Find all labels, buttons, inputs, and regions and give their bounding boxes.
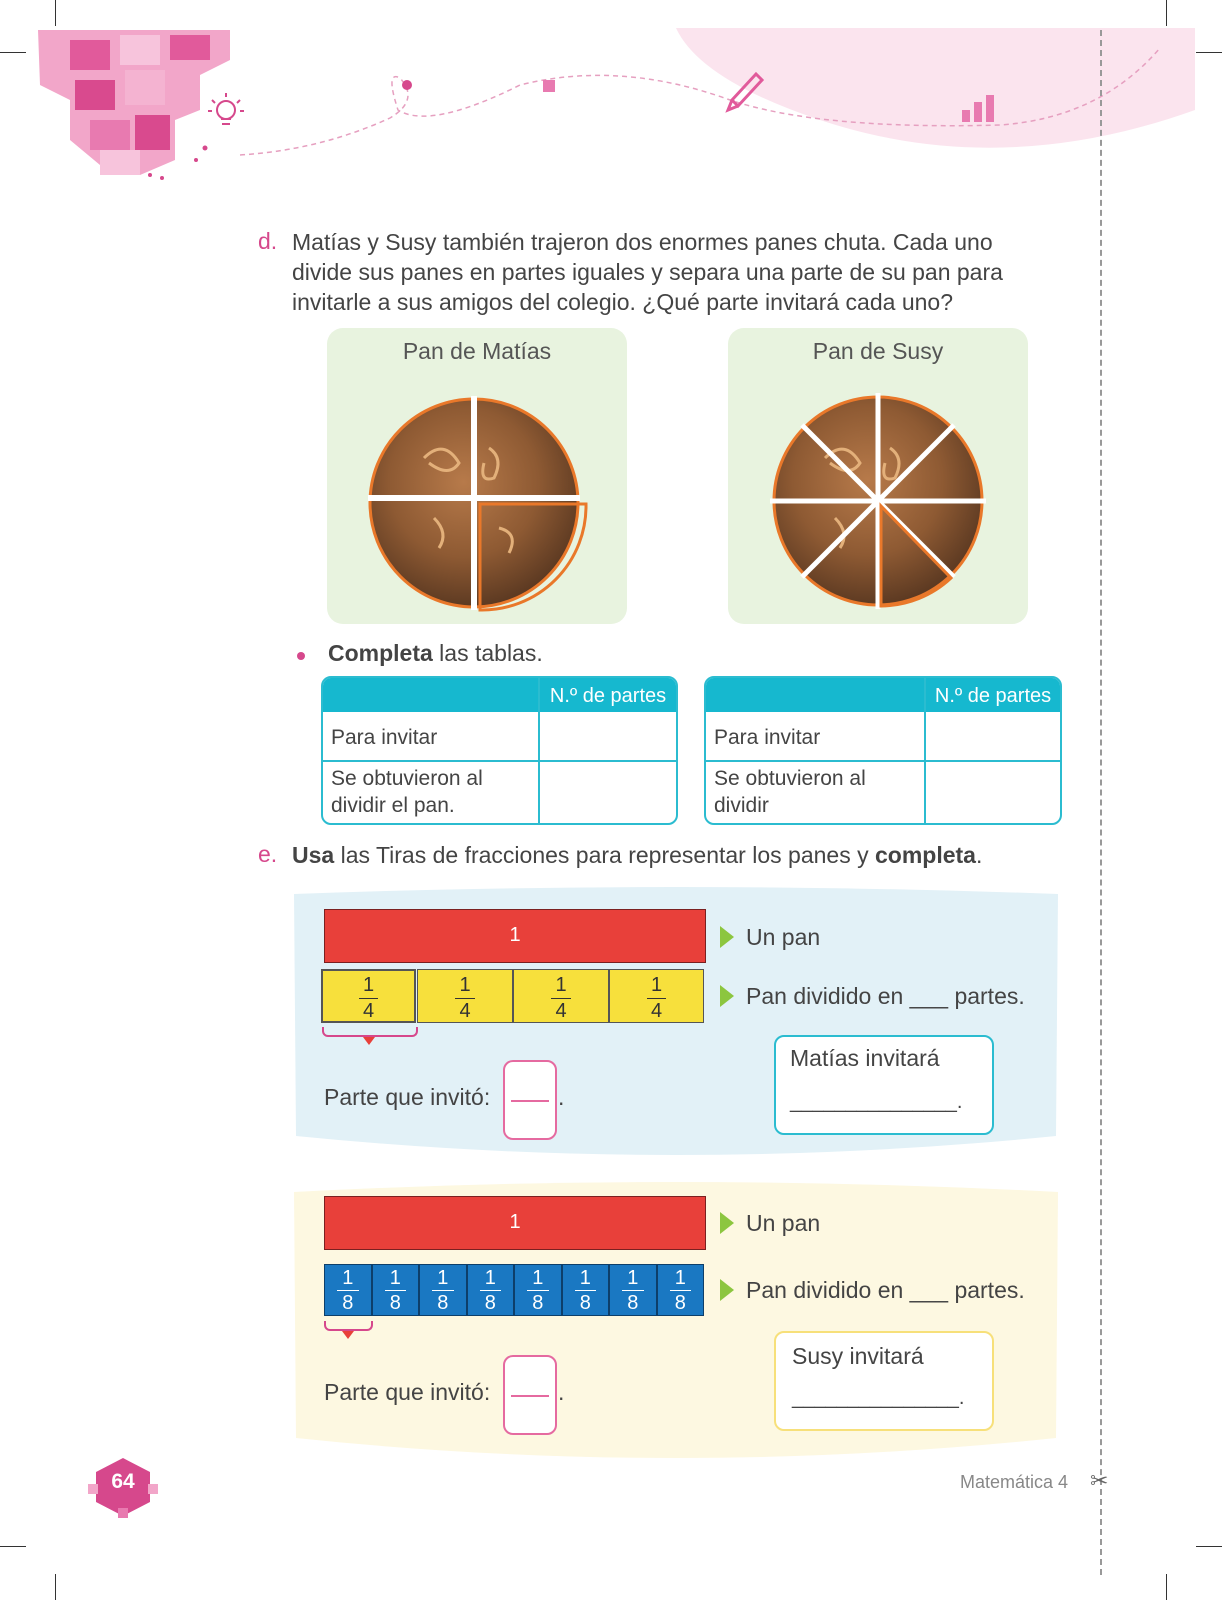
period: .: [558, 1084, 565, 1110]
fraction-denominator: 8: [674, 1292, 686, 1314]
crop-mark: [0, 1546, 26, 1547]
header-decoration: [0, 0, 1222, 200]
row-se-obtuvieron-2: dividir: [714, 794, 769, 817]
fraction-numerator: 1: [389, 1267, 401, 1289]
question-d-line2: divide sus panes en partes iguales y separa una parte de su pan para: [292, 259, 1003, 285]
fraction-bar: [455, 998, 475, 999]
fraction-numerator: 1: [342, 1267, 354, 1289]
fraction-bar: [359, 998, 378, 999]
fraction-answer-line: [511, 1395, 549, 1397]
answer-box-matias[interactable]: [774, 1035, 994, 1135]
fraction-numerator: 1: [532, 1267, 544, 1289]
fraction-numerator: 1: [362, 974, 375, 996]
table-susy: [704, 676, 1062, 825]
arrow-right-icon: [720, 1212, 734, 1234]
bullet: [297, 652, 305, 660]
table-header-label: N.º de partes: [934, 685, 1052, 707]
label-un-pan: Un pan: [746, 924, 821, 950]
instruction-bold: Completa: [328, 640, 433, 666]
row-se-obtuvieron-1: Se obtuvieron al: [331, 767, 483, 790]
bread-susy-title: Pan de Susy: [812, 338, 944, 364]
fraction-bar: [622, 1290, 644, 1291]
fraction-cell: [419, 1264, 467, 1316]
fraction-cell: [657, 1264, 705, 1316]
fraction-numerator: 1: [579, 1267, 591, 1289]
fraction-cell: [417, 969, 513, 1023]
fraction-bar: [480, 1290, 502, 1291]
question-d-letter: d.: [258, 228, 278, 254]
fraction-cell: [324, 1264, 372, 1316]
answer-blank: _______________.: [790, 1091, 963, 1113]
fraction-denominator: 4: [459, 1000, 471, 1022]
row-se-obtuvieron-2: dividir el pan.: [331, 794, 455, 817]
bread-matias-card: [327, 328, 627, 624]
question-e-bold2: completa: [874, 842, 976, 868]
parte-que-invito-label: Parte que invitó:: [324, 1084, 491, 1110]
fraction-denominator: 4: [555, 1000, 567, 1022]
row-para-invitar: Para invitar: [714, 726, 821, 749]
fraction-bar: [575, 1290, 597, 1291]
answer-title: Matías invitará: [790, 1045, 940, 1071]
whole-strip-susy: 1: [324, 1196, 706, 1250]
arrow-right-icon: [720, 926, 734, 948]
fraction-denominator: 4: [362, 1000, 375, 1022]
answer-cell-obtuvieron[interactable]: [926, 762, 1060, 823]
question-e-mid: las Tiras de fracciones para representar los panes y: [334, 842, 875, 868]
fraction-numerator: 1: [484, 1267, 496, 1289]
fraction-cell: [609, 1264, 657, 1316]
label-un-pan: Un pan: [746, 1210, 821, 1236]
fraction-cell: [609, 969, 704, 1023]
fraction-denominator: 8: [342, 1292, 354, 1314]
crop-mark: [1196, 1546, 1222, 1547]
fraction-denominator: 8: [579, 1292, 591, 1314]
row-para-invitar: Para invitar: [331, 726, 438, 749]
fraction-answer-input[interactable]: [503, 1060, 557, 1140]
fraction-numerator: 1: [650, 974, 663, 996]
small-cube-icon: [543, 80, 555, 92]
answer-cell-obtuvieron[interactable]: [540, 762, 676, 823]
row-se-obtuvieron-1: Se obtuvieron al: [714, 767, 866, 790]
period: .: [558, 1379, 565, 1405]
table-header-label: N.º de partes: [549, 685, 667, 707]
fraction-denominator: 8: [627, 1292, 639, 1314]
arrow-right-icon: [720, 985, 734, 1007]
fraction-answer-line: [511, 1100, 549, 1102]
instruction-rest: las tablas.: [432, 640, 543, 666]
fraction-denominator: 4: [650, 1000, 663, 1022]
fraction-bar: [527, 1290, 549, 1291]
instruction-text: [328, 640, 543, 667]
bread-susy-card: [728, 328, 1028, 624]
fraction-numerator: 1: [555, 974, 567, 996]
label-pan-dividido: Pan dividido en ___ partes.: [746, 983, 1025, 1009]
question-e-letter: e.: [258, 841, 278, 867]
pointer-triangle: [363, 1037, 375, 1045]
book-title: Matemática 4: [960, 1472, 1069, 1492]
question-e-bold1: Usa: [292, 842, 335, 868]
fraction-denominator: 8: [437, 1292, 449, 1314]
question-e-end: .: [975, 842, 983, 868]
answer-blank: _______________.: [792, 1387, 965, 1409]
fraction-denominator: 8: [532, 1292, 544, 1314]
cut-line: [1100, 30, 1102, 1575]
fraction-denominator: 8: [484, 1292, 496, 1314]
bread-matias-title: Pan de Matías: [402, 338, 552, 364]
question-e-text: [292, 840, 1032, 870]
fraction-numerator: 1: [437, 1267, 449, 1289]
answer-cell-invitar[interactable]: [540, 712, 676, 760]
fraction-cell: [467, 1264, 515, 1316]
crop-mark: [55, 1574, 56, 1600]
fraction-bar: [670, 1290, 692, 1291]
fraction-bar: [337, 1290, 359, 1291]
question-d-line1: Matías y Susy también trajeron dos enormes panes chuta. Cada uno: [292, 229, 993, 255]
selection-bracket: [322, 1027, 418, 1037]
fraction-numerator: 1: [674, 1267, 686, 1289]
answer-cell-invitar[interactable]: [926, 712, 1060, 760]
table-matias: [321, 676, 678, 825]
arrow-right-icon: [720, 1279, 734, 1301]
lightbulb-icon: [208, 93, 244, 124]
fraction-bar: [432, 1290, 454, 1291]
fraction-cell: [562, 1264, 610, 1316]
question-d-line3: invitarle a sus amigos del colegio. ¿Qué parte invitará cada uno?: [292, 289, 953, 315]
bread-susy-image: [765, 388, 991, 614]
whole-strip-matias: 1: [324, 909, 706, 963]
bread-matias-image: [364, 388, 590, 614]
fraction-denominator: 8: [389, 1292, 401, 1314]
fraction-numerator: 1: [627, 1267, 639, 1289]
fraction-cell: [372, 1264, 420, 1316]
page-number: 64: [111, 1470, 135, 1493]
cubes-icon: [38, 30, 230, 175]
answer-box-susy[interactable]: [774, 1331, 994, 1431]
label-pan-dividido: Pan dividido en ___ partes.: [746, 1277, 1025, 1303]
parte-que-invito-label: Parte que invitó:: [324, 1379, 491, 1405]
fraction-cell: [321, 969, 416, 1023]
fraction-cell: [513, 969, 609, 1023]
fraction-bar: [647, 998, 666, 999]
fraction-bar: [385, 1290, 407, 1291]
fraction-bar: [551, 998, 571, 999]
pointer-triangle: [342, 1331, 354, 1339]
fraction-answer-input[interactable]: [503, 1355, 557, 1435]
fraction-numerator: 1: [459, 974, 471, 996]
scissors-icon: ✂: [1090, 1468, 1109, 1493]
crop-mark: [1166, 1574, 1167, 1600]
selection-bracket: [324, 1321, 373, 1331]
fraction-cell: [514, 1264, 562, 1316]
answer-title: Susy invitará: [792, 1343, 924, 1369]
